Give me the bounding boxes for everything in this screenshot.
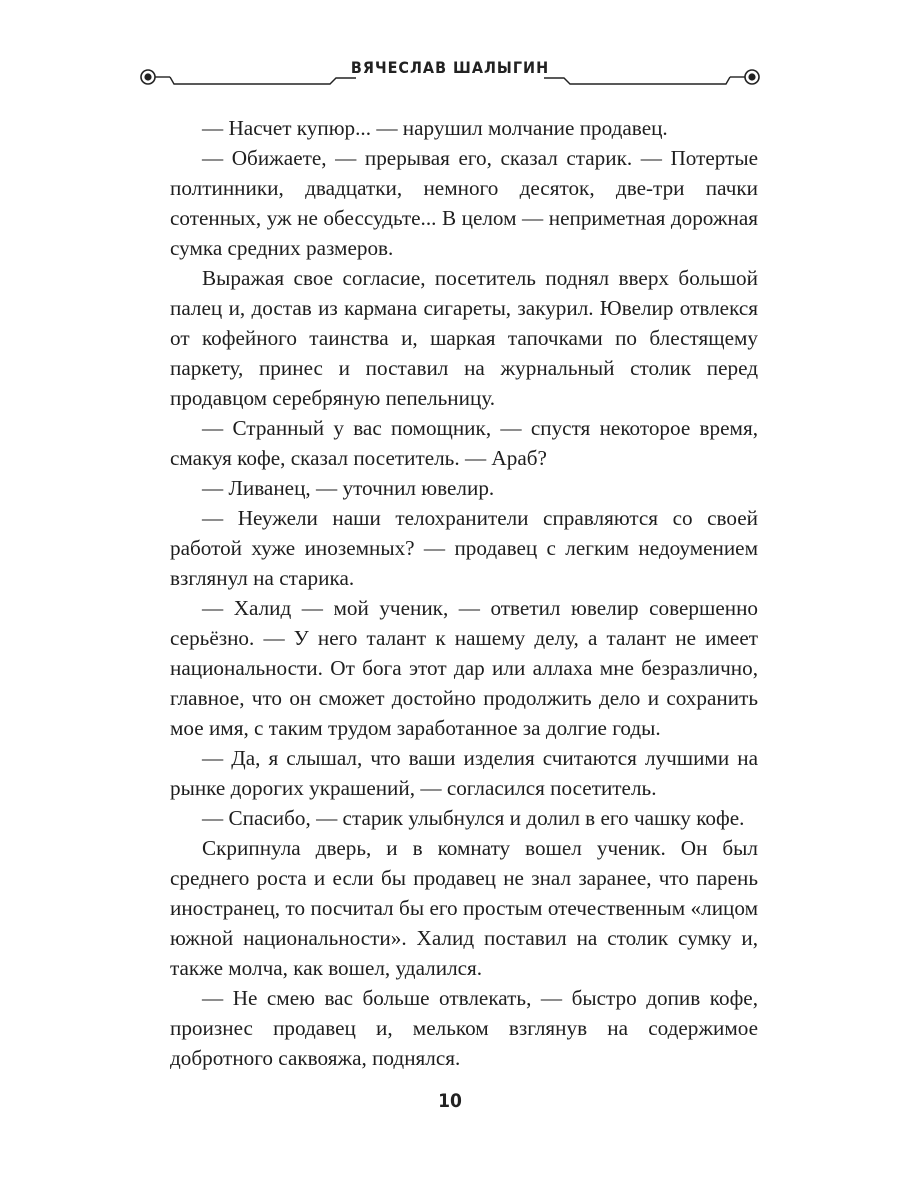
- running-header: [140, 56, 760, 96]
- paragraph-10: Скрипнула дверь, и в комнату вошел ученик. Он был среднего роста и если бы продавец не знал заранее, что парень иностранец, то посчитал бы его простым отечественным «лицом южной национальности». Халид поставил на столик сумку и, также молча, как вошел, удалился.: [170, 836, 758, 980]
- paragraph-9: — Спасибо, — старик улыбнулся и долил в его чашку кофе.: [202, 806, 745, 830]
- paragraph-1: — Насчет купюр... — нарушил молчание продавец.: [202, 116, 668, 140]
- left-header-rule: [170, 77, 356, 84]
- paragraph-5: — Ливанец, — уточнил ювелир.: [202, 476, 495, 500]
- paragraph-2: — Обижаете, — прерывая его, сказал старик. — Потертые полтинники, двадцатки, немного десяток, две-три пачки сотенных, уж не обессудьте... В целом — неприметная дорожная сумка средних размеров.: [170, 146, 758, 260]
- page-body: [170, 113, 758, 1073]
- page-number: 10: [438, 1090, 462, 1112]
- paragraph-11: — Не смею вас больше отвлекать, — быстро допив кофе, произнес продавец и, мельком взглянув на содержимое добротного саквояжа, поднялся.: [170, 986, 758, 1070]
- paragraph-6: — Неужели наши телохранители справляются со своей работой хуже иноземных? — продавец с легким недоумением взглянул на старика.: [170, 506, 758, 590]
- paragraph-7: — Халид — мой ученик, — ответил ювелир совершенно серьёзно. — У него талант к нашему делу, а талант не имеет национальности. От бога этот дар или аллаха мне безразлично, главное, что он сможет достойно продолжить дело и сохранить мое имя, с таким трудом заработанное за долгие годы.: [170, 596, 758, 740]
- paragraph-4: — Странный у вас помощник, — спустя некоторое время, смакуя кофе, сказал посетитель. — Араб?: [170, 416, 758, 470]
- right-header-rule: [544, 77, 730, 84]
- paragraph-8: — Да, я слышал, что ваши изделия считаются лучшими на рынке дорогих украшений, — согласился посетитель.: [170, 746, 758, 800]
- running-title: ВЯЧЕСЛАВ ШАЛЫГИН: [350, 58, 550, 77]
- paragraph-3: Выражая свое согласие, посетитель поднял вверх большой палец и, достав из кармана сигареты, закурил. Ювелир отвлекся от кофейного таинства и, шаркая тапочками по блестящему паркету, принес и поставил на журнальный столик перед продавцом серебряную пепельницу.: [170, 266, 758, 410]
